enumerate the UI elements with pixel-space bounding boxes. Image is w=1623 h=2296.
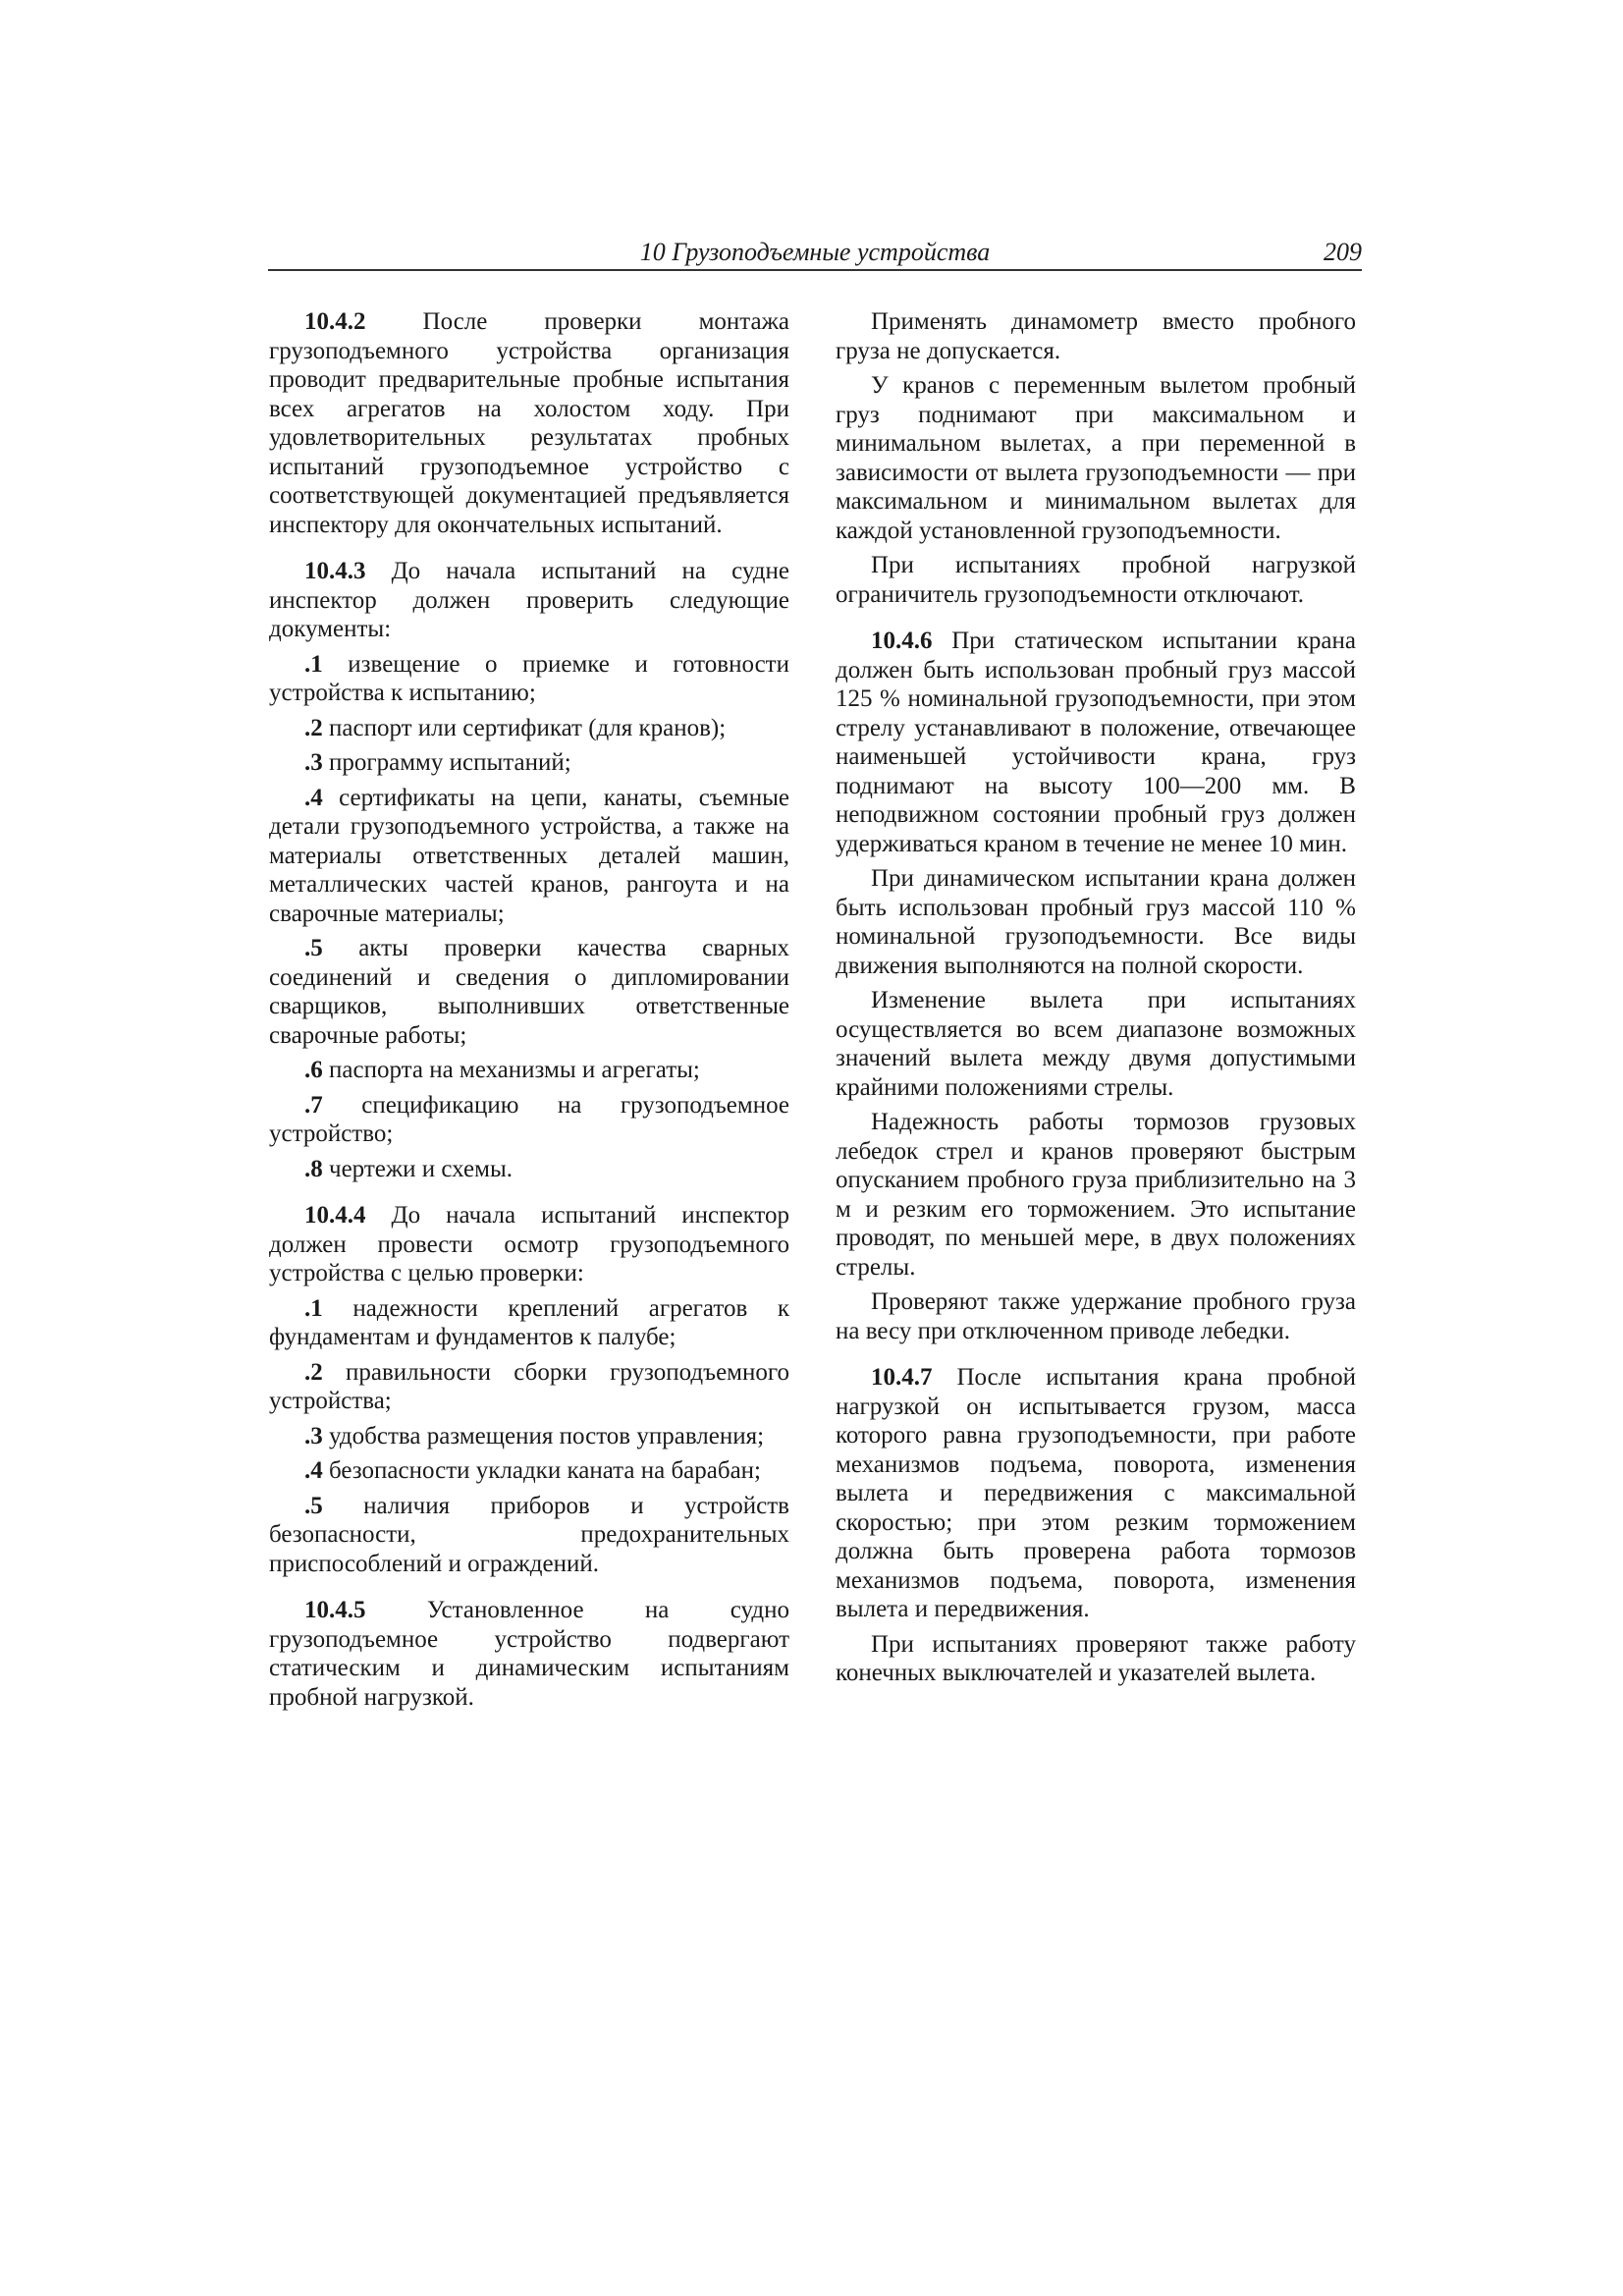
- list-item: .2 паспорт или сертификат (для кранов);: [304, 714, 727, 741]
- paragraph: При испытаниях пробной нагрузкой ограничитель грузоподъемности отключают.: [836, 552, 1356, 608]
- paragraph: При динамическом испытании крана должен быть использован пробный груз массой 110 % номинальной грузоподъемности. Все виды движения выполняются на полной скорости.: [836, 865, 1356, 979]
- list-item: .8 чертежи и схемы.: [304, 1155, 513, 1182]
- clause-number: 10.4.6: [871, 628, 933, 654]
- paragraph: При испытаниях проверяют также работу конечных выключателей и указателей вылета.: [836, 1630, 1356, 1686]
- list-item: .7 спецификацию на грузоподъемное устройство;: [269, 1091, 789, 1147]
- paragraph-10-4-3: 10.4.3 До начала испытаний на судне инспектор должен проверить следующие документы:: [269, 558, 789, 642]
- section-title: 10 Грузоподъемные устройства: [639, 238, 991, 266]
- paragraph-10-4-2: 10.4.2 После проверки монтажа грузоподъемного устройства организация проводит предварительные пробные испытания всех агрегатов на холостом ходу. При удовлетворительных результатах пробных испытаний грузоподъемное устройство с соответствующей документацией предъявляется инспектору для окончательных испытаний.: [269, 308, 789, 538]
- right-column: [836, 307, 1356, 1694]
- paragraph: Проверяют также удержание пробного груза на весу при отключенном приводе лебедки.: [836, 1288, 1356, 1344]
- page-number: 209: [1324, 238, 1362, 266]
- paragraph: У кранов с переменным вылетом пробный груз поднимают при максимальном и минимальном вылетах, а при переменной в зависимости от вылета грузоподъемности — при максимальном и минимальном вылетах для каждой установленной грузоподъемности.: [836, 372, 1356, 544]
- paragraph: Применять динамометр вместо пробного груза не допускается.: [836, 308, 1356, 364]
- paragraph: Изменение вылета при испытаниях осуществляется во всем диапазоне возможных значений вылета между двумя допустимыми крайними положениями стрелы.: [836, 987, 1356, 1101]
- clause-number: 10.4.7: [871, 1364, 933, 1391]
- clause-number: 10.4.2: [304, 308, 366, 335]
- list-item: .5 наличия приборов и устройств безопасности, предохранительных приспособлений и ограждений.: [269, 1492, 789, 1577]
- list-item: .1 извещение о приемке и готовности устройства к испытанию;: [269, 650, 789, 706]
- paragraph-10-4-7: 10.4.7 После испытания крана пробной нагрузкой он испытывается грузом, масса которого равна грузоподъемности, при работе механизмов подъема, поворота, изменения вылета и передвижения с максимальной скоростью; при этом резким торможением должна быть проверена работа тормозов механизмов подъема, поворота, изменения вылета и передвижения.: [836, 1364, 1356, 1622]
- paragraph: Надежность работы тормозов грузовых лебедок стрел и кранов проверяют быстрым опусканием пробного груза приблизительно на 3 м и резким его торможением. Это испытание проводят, по меньшей мере, в двух положениях стрелы.: [836, 1109, 1356, 1281]
- left-column: [269, 307, 789, 1718]
- paragraph-10-4-5: 10.4.5 Установленное на судно грузоподъемное устройство подвергают статическим и динамическим испытаниям пробной нагрузкой.: [269, 1597, 789, 1711]
- list-item: .4 сертификаты на цепи, канаты, съемные детали грузоподъемного устройства, а также на материалы ответственных деталей машин, металлических частей кранов, рангоута и на сварочные материалы;: [269, 784, 789, 927]
- clause-number: 10.4.3: [304, 558, 366, 584]
- clause-number: 10.4.4: [304, 1202, 366, 1229]
- clause-number: 10.4.5: [304, 1597, 366, 1623]
- paragraph-10-4-6: 10.4.6 При статическом испытании крана должен быть использован пробный груз массой 125 % номинальной грузоподъемности, при этом стрелу устанавливают в положение, отвечающее наименьшей устойчивости крана, груз поднимают на высоту 100—200 мм. В неподвижном состоянии пробный груз должен удерживаться краном в течение не менее 10 мин.: [836, 628, 1356, 857]
- list-item: .3 удобства размещения постов управления;: [304, 1422, 765, 1449]
- page-header: [268, 240, 1362, 271]
- paragraph-10-4-4: 10.4.4 До начала испытаний инспектор должен провести осмотр грузоподъемного устройства с целью проверки:: [269, 1202, 789, 1286]
- list-item: .4 безопасности укладки каната на барабан;: [304, 1457, 762, 1484]
- list-item: .2 правильности сборки грузоподъемного устройства;: [269, 1358, 789, 1414]
- list-item: .5 акты проверки качества сварных соединений и сведения о дипломировании сварщиков, выполнивших ответственные сварочные работы;: [269, 935, 789, 1049]
- list-item: .3 программу испытаний;: [304, 749, 571, 776]
- list-item: .6 паспорта на механизмы и агрегаты;: [304, 1057, 700, 1083]
- list-item: .1 надежности креплений агрегатов к фундаментам и фундаментов к палубе;: [269, 1294, 789, 1350]
